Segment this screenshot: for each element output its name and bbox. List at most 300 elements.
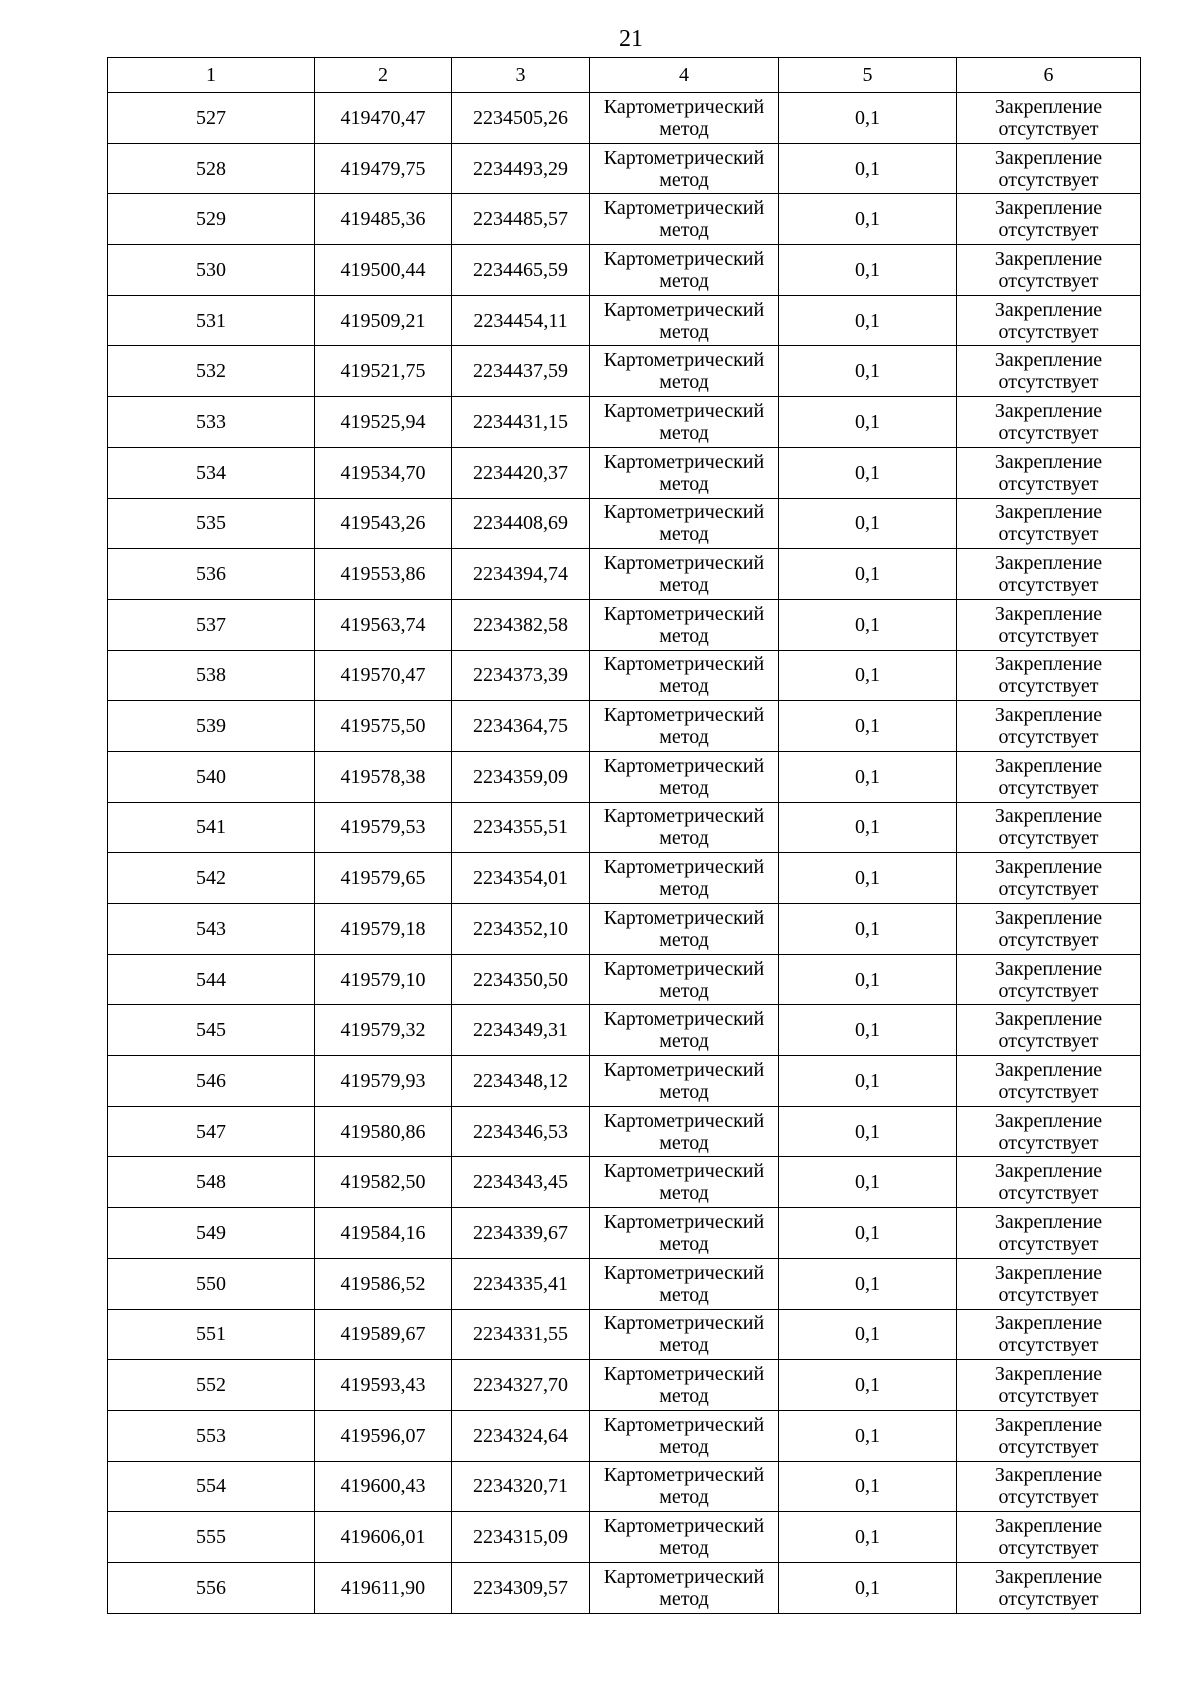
accuracy-cell: 0,1 (779, 650, 957, 701)
fixing-cell-line: отсутствует (998, 1080, 1099, 1103)
fixing-cell-line: Закрепление (994, 1008, 1103, 1031)
accuracy-cell: 0,1 (779, 1461, 957, 1512)
fixing-cell-line: отсутствует (998, 1283, 1099, 1306)
accuracy-cell: 0,1 (779, 447, 957, 498)
table-row (108, 1056, 1141, 1107)
x-coordinate-cell: 419525,94 (315, 397, 452, 448)
fixing-cell-line: отсутствует (998, 219, 1099, 242)
x-coordinate-cell: 419485,36 (315, 194, 452, 245)
method-cell (590, 954, 779, 1005)
table-row (108, 802, 1141, 853)
fixing-cell-line: Закрепление (994, 552, 1103, 575)
y-coordinate-cell: 2234350,50 (452, 954, 590, 1005)
fixing-cell (957, 853, 1141, 904)
fixing-cell-line: Закрепление (994, 856, 1103, 879)
y-coordinate-cell: 2234352,10 (452, 904, 590, 955)
coordinates-table (107, 57, 1141, 1614)
method-cell-line: метод (659, 574, 709, 597)
y-coordinate-cell: 2234346,53 (452, 1106, 590, 1157)
fixing-cell-line: Закрепление (994, 805, 1103, 828)
point-number-cell: 529 (108, 194, 315, 245)
method-cell (590, 751, 779, 802)
y-coordinate-cell: 2234331,55 (452, 1309, 590, 1360)
y-coordinate-cell: 2234485,57 (452, 194, 590, 245)
table-row (108, 1410, 1141, 1461)
fixing-cell-line: Закрепление (994, 754, 1103, 777)
method-cell (590, 447, 779, 498)
accuracy-cell: 0,1 (779, 194, 957, 245)
x-coordinate-cell: 419596,07 (315, 1410, 452, 1461)
table-row (108, 1461, 1141, 1512)
method-cell-line: метод (659, 1486, 709, 1509)
x-coordinate-cell: 419570,47 (315, 650, 452, 701)
x-coordinate-cell: 419579,53 (315, 802, 452, 853)
fixing-cell-line: Закрепление (994, 501, 1103, 524)
fixing-cell-line: отсутствует (998, 1537, 1099, 1560)
method-cell (590, 397, 779, 448)
table-row (108, 904, 1141, 955)
method-cell-line: Картометрический (603, 1210, 765, 1233)
table-row (108, 549, 1141, 600)
fixing-cell (957, 397, 1141, 448)
point-number-cell: 549 (108, 1208, 315, 1259)
fixing-cell (957, 1512, 1141, 1563)
fixing-cell-line: Закрепление (994, 602, 1103, 625)
method-cell-line: метод (659, 421, 709, 444)
point-number-cell: 552 (108, 1360, 315, 1411)
method-cell-line: Картометрический (603, 399, 765, 422)
method-cell-line: метод (659, 1587, 709, 1610)
fixing-cell (957, 295, 1141, 346)
fixing-cell-line: Закрепление (994, 146, 1103, 169)
method-cell (590, 1106, 779, 1157)
point-number-cell: 528 (108, 143, 315, 194)
method-cell-line: метод (659, 827, 709, 850)
method-cell (590, 599, 779, 650)
method-cell (590, 143, 779, 194)
x-coordinate-cell: 419586,52 (315, 1258, 452, 1309)
fixing-cell-line: Закрепление (994, 1109, 1103, 1132)
fixing-cell-line: Закрепление (994, 704, 1103, 727)
point-number-cell: 534 (108, 447, 315, 498)
y-coordinate-cell: 2234315,09 (452, 1512, 590, 1563)
fixing-cell (957, 1360, 1141, 1411)
method-cell-line: метод (659, 1283, 709, 1306)
fixing-cell-line: отсутствует (998, 928, 1099, 951)
fixing-cell (957, 447, 1141, 498)
fixing-cell-line: отсутствует (998, 1182, 1099, 1205)
fixing-cell-line: Закрепление (994, 1464, 1103, 1487)
accuracy-cell: 0,1 (779, 853, 957, 904)
method-cell (590, 701, 779, 752)
method-cell (590, 1157, 779, 1208)
fixing-cell-line: отсутствует (998, 523, 1099, 546)
method-cell (590, 498, 779, 549)
x-coordinate-cell: 419579,65 (315, 853, 452, 904)
fixing-cell (957, 1410, 1141, 1461)
fixing-cell (957, 802, 1141, 853)
accuracy-cell: 0,1 (779, 245, 957, 296)
point-number-cell: 532 (108, 346, 315, 397)
y-coordinate-cell: 2234408,69 (452, 498, 590, 549)
method-cell-line: Картометрический (603, 1008, 765, 1031)
method-cell-line: Картометрический (603, 754, 765, 777)
accuracy-cell: 0,1 (779, 346, 957, 397)
fixing-cell-line: Закрепление (994, 1160, 1103, 1183)
fixing-cell (957, 498, 1141, 549)
y-coordinate-cell: 2234335,41 (452, 1258, 590, 1309)
fixing-cell-line: Закрепление (994, 247, 1103, 270)
point-number-cell: 548 (108, 1157, 315, 1208)
x-coordinate-cell: 419600,43 (315, 1461, 452, 1512)
method-cell-line: Картометрический (603, 1515, 765, 1538)
method-cell-line: метод (659, 1334, 709, 1357)
method-cell (590, 802, 779, 853)
fixing-cell-line: отсутствует (998, 1131, 1099, 1154)
point-number-cell: 539 (108, 701, 315, 752)
method-cell-line: Картометрический (603, 805, 765, 828)
fixing-cell-line: Закрепление (994, 1363, 1103, 1386)
point-number-cell: 538 (108, 650, 315, 701)
fixing-cell-line: отсутствует (998, 421, 1099, 444)
column-header-5: 5 (779, 58, 957, 93)
method-cell-line: Картометрический (603, 298, 765, 321)
y-coordinate-cell: 2234493,29 (452, 143, 590, 194)
fixing-cell-line: отсутствует (998, 878, 1099, 901)
method-cell-line: Картометрический (603, 957, 765, 980)
method-cell-line: метод (659, 979, 709, 1002)
accuracy-cell: 0,1 (779, 93, 957, 144)
column-header-3: 3 (452, 58, 590, 93)
y-coordinate-cell: 2234394,74 (452, 549, 590, 600)
table-row (108, 853, 1141, 904)
fixing-cell (957, 1208, 1141, 1259)
y-coordinate-cell: 2234355,51 (452, 802, 590, 853)
method-cell (590, 1360, 779, 1411)
table-row (108, 295, 1141, 346)
fixing-cell-line: отсутствует (998, 472, 1099, 495)
method-cell-line: Картометрический (603, 1565, 765, 1588)
fixing-cell-line: отсутствует (998, 371, 1099, 394)
point-number-cell: 530 (108, 245, 315, 296)
method-cell (590, 295, 779, 346)
accuracy-cell: 0,1 (779, 295, 957, 346)
x-coordinate-cell: 419579,10 (315, 954, 452, 1005)
fixing-cell-line: Закрепление (994, 1413, 1103, 1436)
method-cell-line: метод (659, 320, 709, 343)
point-number-cell: 551 (108, 1309, 315, 1360)
method-cell-line: Картометрический (603, 197, 765, 220)
table-row (108, 701, 1141, 752)
method-cell (590, 1005, 779, 1056)
point-number-cell: 535 (108, 498, 315, 549)
fixing-cell-line: Закрепление (994, 957, 1103, 980)
x-coordinate-cell: 419584,16 (315, 1208, 452, 1259)
accuracy-cell: 0,1 (779, 701, 957, 752)
x-coordinate-cell: 419534,70 (315, 447, 452, 498)
method-cell-line: метод (659, 928, 709, 951)
x-coordinate-cell: 419582,50 (315, 1157, 452, 1208)
y-coordinate-cell: 2234343,45 (452, 1157, 590, 1208)
accuracy-cell: 0,1 (779, 1056, 957, 1107)
fixing-cell-line: Закрепление (994, 1565, 1103, 1588)
fixing-cell (957, 751, 1141, 802)
accuracy-cell: 0,1 (779, 1410, 957, 1461)
method-cell-line: Картометрический (603, 1413, 765, 1436)
y-coordinate-cell: 2234364,75 (452, 701, 590, 752)
x-coordinate-cell: 419593,43 (315, 1360, 452, 1411)
point-number-cell: 556 (108, 1562, 315, 1613)
table-row (108, 954, 1141, 1005)
method-cell-line: Картометрический (603, 1464, 765, 1487)
method-cell-line: Картометрический (603, 1109, 765, 1132)
fixing-cell (957, 954, 1141, 1005)
method-cell-line: метод (659, 726, 709, 749)
fixing-cell-line: отсутствует (998, 1486, 1099, 1509)
fixing-cell-line: Закрепление (994, 1210, 1103, 1233)
fixing-cell-line: отсутствует (998, 1334, 1099, 1357)
table-row (108, 194, 1141, 245)
table-row (108, 1157, 1141, 1208)
method-cell-line: метод (659, 1435, 709, 1458)
method-cell-line: Картометрический (603, 450, 765, 473)
fixing-cell (957, 1157, 1141, 1208)
method-cell-line: Картометрический (603, 653, 765, 676)
y-coordinate-cell: 2234431,15 (452, 397, 590, 448)
method-cell-line: метод (659, 269, 709, 292)
method-cell (590, 853, 779, 904)
method-cell (590, 1208, 779, 1259)
x-coordinate-cell: 419553,86 (315, 549, 452, 600)
point-number-cell: 527 (108, 93, 315, 144)
fixing-cell-line: Закрепление (994, 1515, 1103, 1538)
method-cell (590, 1410, 779, 1461)
table-row (108, 1208, 1141, 1259)
accuracy-cell: 0,1 (779, 1562, 957, 1613)
fixing-cell-line: Закрепление (994, 906, 1103, 929)
point-number-cell: 533 (108, 397, 315, 448)
fixing-cell-line: отсутствует (998, 624, 1099, 647)
method-cell-line: Картометрический (603, 1312, 765, 1335)
fixing-cell-line: отсутствует (998, 1587, 1099, 1610)
fixing-cell (957, 1258, 1141, 1309)
method-cell-line: Картометрический (603, 1261, 765, 1284)
fixing-cell (957, 143, 1141, 194)
fixing-cell-line: отсутствует (998, 1385, 1099, 1408)
fixing-cell-line: Закрепление (994, 298, 1103, 321)
x-coordinate-cell: 419579,32 (315, 1005, 452, 1056)
y-coordinate-cell: 2234382,58 (452, 599, 590, 650)
method-cell-line: Картометрический (603, 247, 765, 270)
fixing-cell-line: отсутствует (998, 320, 1099, 343)
column-header-2: 2 (315, 58, 452, 93)
method-cell-line: метод (659, 624, 709, 647)
fixing-cell (957, 1056, 1141, 1107)
table-header-row (108, 58, 1141, 93)
method-cell-line: Картометрический (603, 95, 765, 118)
point-number-cell: 546 (108, 1056, 315, 1107)
table-row (108, 143, 1141, 194)
y-coordinate-cell: 2234320,71 (452, 1461, 590, 1512)
method-cell-line: метод (659, 1030, 709, 1053)
fixing-cell-line: Закрепление (994, 349, 1103, 372)
table-row (108, 1005, 1141, 1056)
method-cell-line: Картометрический (603, 501, 765, 524)
table-row (108, 1258, 1141, 1309)
x-coordinate-cell: 419509,21 (315, 295, 452, 346)
accuracy-cell: 0,1 (779, 904, 957, 955)
point-number-cell: 553 (108, 1410, 315, 1461)
accuracy-cell: 0,1 (779, 1106, 957, 1157)
method-cell-line: Картометрический (603, 856, 765, 879)
method-cell-line: метод (659, 878, 709, 901)
fixing-cell (957, 549, 1141, 600)
method-cell-line: метод (659, 1080, 709, 1103)
method-cell-line: метод (659, 117, 709, 140)
fixing-cell-line: Закрепление (994, 1058, 1103, 1081)
fixing-cell-line: Закрепление (994, 197, 1103, 220)
fixing-cell-line: отсутствует (998, 269, 1099, 292)
table-row (108, 1106, 1141, 1157)
x-coordinate-cell: 419606,01 (315, 1512, 452, 1563)
method-cell (590, 904, 779, 955)
method-cell-line: Картометрический (603, 704, 765, 727)
page-number: 21 (619, 26, 643, 52)
point-number-cell: 550 (108, 1258, 315, 1309)
fixing-cell (957, 194, 1141, 245)
table-row (108, 447, 1141, 498)
table-row (108, 245, 1141, 296)
table-row (108, 751, 1141, 802)
fixing-cell-line: Закрепление (994, 95, 1103, 118)
x-coordinate-cell: 419500,44 (315, 245, 452, 296)
fixing-cell-line: Закрепление (994, 653, 1103, 676)
x-coordinate-cell: 419589,67 (315, 1309, 452, 1360)
table-row (108, 650, 1141, 701)
y-coordinate-cell: 2234437,59 (452, 346, 590, 397)
point-number-cell: 545 (108, 1005, 315, 1056)
fixing-cell-line: отсутствует (998, 675, 1099, 698)
fixing-cell (957, 650, 1141, 701)
method-cell (590, 245, 779, 296)
y-coordinate-cell: 2234324,64 (452, 1410, 590, 1461)
y-coordinate-cell: 2234309,57 (452, 1562, 590, 1613)
fixing-cell (957, 1309, 1141, 1360)
method-cell-line: метод (659, 1232, 709, 1255)
accuracy-cell: 0,1 (779, 397, 957, 448)
method-cell-line: метод (659, 1537, 709, 1560)
method-cell (590, 1512, 779, 1563)
fixing-cell-line: Закрепление (994, 450, 1103, 473)
method-cell-line: Картометрический (603, 906, 765, 929)
x-coordinate-cell: 419543,26 (315, 498, 452, 549)
fixing-cell (957, 346, 1141, 397)
table-row (108, 1309, 1141, 1360)
point-number-cell: 542 (108, 853, 315, 904)
method-cell (590, 93, 779, 144)
fixing-cell (957, 701, 1141, 752)
method-cell (590, 346, 779, 397)
x-coordinate-cell: 419579,18 (315, 904, 452, 955)
column-header-4: 4 (590, 58, 779, 93)
point-number-cell: 536 (108, 549, 315, 600)
point-number-cell: 541 (108, 802, 315, 853)
x-coordinate-cell: 419470,47 (315, 93, 452, 144)
fixing-cell-line: отсутствует (998, 979, 1099, 1002)
accuracy-cell: 0,1 (779, 549, 957, 600)
method-cell-line: Картометрический (603, 1160, 765, 1183)
method-cell (590, 549, 779, 600)
y-coordinate-cell: 2234359,09 (452, 751, 590, 802)
method-cell (590, 1562, 779, 1613)
method-cell (590, 1461, 779, 1512)
x-coordinate-cell: 419575,50 (315, 701, 452, 752)
fixing-cell-line: отсутствует (998, 574, 1099, 597)
table-row (108, 346, 1141, 397)
column-header-6: 6 (957, 58, 1141, 93)
fixing-cell-line: отсутствует (998, 776, 1099, 799)
accuracy-cell: 0,1 (779, 802, 957, 853)
table-row (108, 599, 1141, 650)
accuracy-cell: 0,1 (779, 1005, 957, 1056)
y-coordinate-cell: 2234354,01 (452, 853, 590, 904)
method-cell (590, 650, 779, 701)
x-coordinate-cell: 419563,74 (315, 599, 452, 650)
accuracy-cell: 0,1 (779, 1309, 957, 1360)
method-cell-line: метод (659, 168, 709, 191)
y-coordinate-cell: 2234420,37 (452, 447, 590, 498)
table-row (108, 93, 1141, 144)
method-cell-line: метод (659, 1182, 709, 1205)
fixing-cell-line: Закрепление (994, 1312, 1103, 1335)
y-coordinate-cell: 2234348,12 (452, 1056, 590, 1107)
method-cell (590, 1258, 779, 1309)
y-coordinate-cell: 2234373,39 (452, 650, 590, 701)
fixing-cell (957, 93, 1141, 144)
method-cell-line: метод (659, 523, 709, 546)
accuracy-cell: 0,1 (779, 1157, 957, 1208)
method-cell-line: Картометрический (603, 1363, 765, 1386)
fixing-cell (957, 1106, 1141, 1157)
x-coordinate-cell: 419580,86 (315, 1106, 452, 1157)
accuracy-cell: 0,1 (779, 498, 957, 549)
y-coordinate-cell: 2234454,11 (452, 295, 590, 346)
y-coordinate-cell: 2234327,70 (452, 1360, 590, 1411)
table-row (108, 397, 1141, 448)
fixing-cell-line: отсутствует (998, 1435, 1099, 1458)
method-cell (590, 1056, 779, 1107)
column-header-1: 1 (108, 58, 315, 93)
table-row (108, 1360, 1141, 1411)
fixing-cell-line: отсутствует (998, 726, 1099, 749)
table-body (108, 93, 1141, 1614)
method-cell-line: Картометрический (603, 602, 765, 625)
table-row (108, 498, 1141, 549)
point-number-cell: 554 (108, 1461, 315, 1512)
method-cell-line: Картометрический (603, 1058, 765, 1081)
y-coordinate-cell: 2234465,59 (452, 245, 590, 296)
method-cell-line: метод (659, 219, 709, 242)
point-number-cell: 540 (108, 751, 315, 802)
fixing-cell-line: отсутствует (998, 168, 1099, 191)
method-cell-line: метод (659, 1131, 709, 1154)
point-number-cell: 544 (108, 954, 315, 1005)
y-coordinate-cell: 2234505,26 (452, 93, 590, 144)
method-cell-line: метод (659, 776, 709, 799)
fixing-cell (957, 1461, 1141, 1512)
accuracy-cell: 0,1 (779, 599, 957, 650)
x-coordinate-cell: 419521,75 (315, 346, 452, 397)
